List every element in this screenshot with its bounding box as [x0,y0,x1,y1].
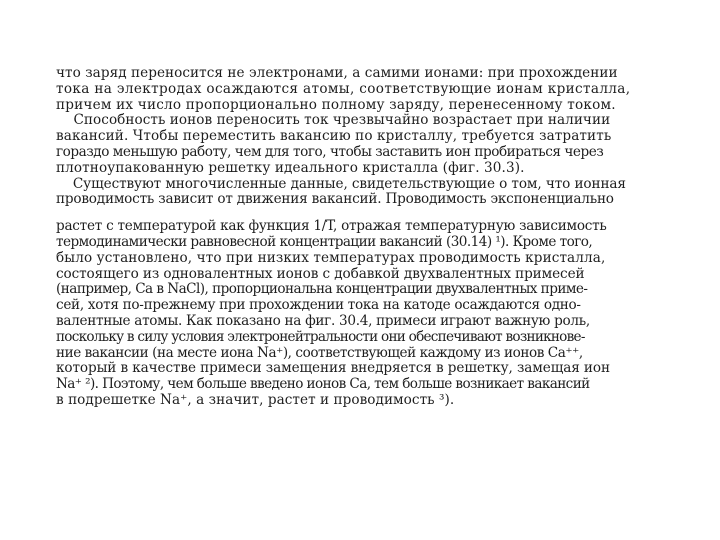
text-line: в подрешетке Na⁺, а значит, растет и проводимость ³). [56,391,455,408]
text-line: гораздо меньшую работу, чем для того, чтобы заставить ион пробираться через [56,143,604,160]
text-line: (например, Ca в NaCl), пропорциональна концентрации двухвалентных приме- [56,281,588,298]
text-line: плотноупакованную решетку идеального кристалла (фиг. 30.3). [56,159,525,176]
text-line: Существуют многочисленные данные, свидетельствующие о том, что ионная [56,175,626,192]
text-line: ние вакансии (на месте иона Na⁺), соответствующей каждому из ионов Ca⁺⁺, [56,344,583,361]
document-text [56,66,668,409]
paragraph-block-2 [56,219,668,409]
text-line: причем их число пропорционально полному заряду, перенесенному током. [56,96,616,113]
text-line: что заряд переносится не электронами, а самими ионами: при прохождении [56,65,618,81]
text-line: вакансий. Чтобы переместить вакансию по кристаллу, требуется затратить [56,128,612,145]
text-line: валентные атомы. Как показано на фиг. 30.4, примеси играют важную роль, [56,312,590,329]
text-line: Na⁺ ²). Поэтому, чем больше введено ионов Ca, тем больше возникает вакансий [56,376,590,393]
paragraph-block-1 [56,66,668,208]
text-line: было установлено, что при низких температурах проводимость кристалла, [56,249,606,266]
text-line: сей, хотя по-прежнему при прохождении тока на катоде осаждаются одно- [56,297,581,314]
text-line: термодинамически равновесной концентрации вакансий (30.14) ¹). Кроме того, [56,233,593,250]
text-line: поскольку в силу условия электронейтральности они обеспечивают возникнове- [56,328,585,345]
text-line: растет с температурой как функция 1/T, отражая температурную зависимость [56,218,607,235]
text-line: который в качестве примеси замещения внедряется в решетку, замещая ион [56,360,610,377]
text-line: состоящего из одновалентных ионов с добавкой двухвалентных примесей [56,265,585,282]
text-line: тока на электродах осаждаются атомы, соответствующие ионам кристалла, [56,80,631,97]
text-line: проводимость зависит от движения вакансий. Проводимость экспоненциально [56,191,614,208]
text-line: Способность ионов переносить ток чрезвычайно возрастает при наличии [56,112,611,129]
